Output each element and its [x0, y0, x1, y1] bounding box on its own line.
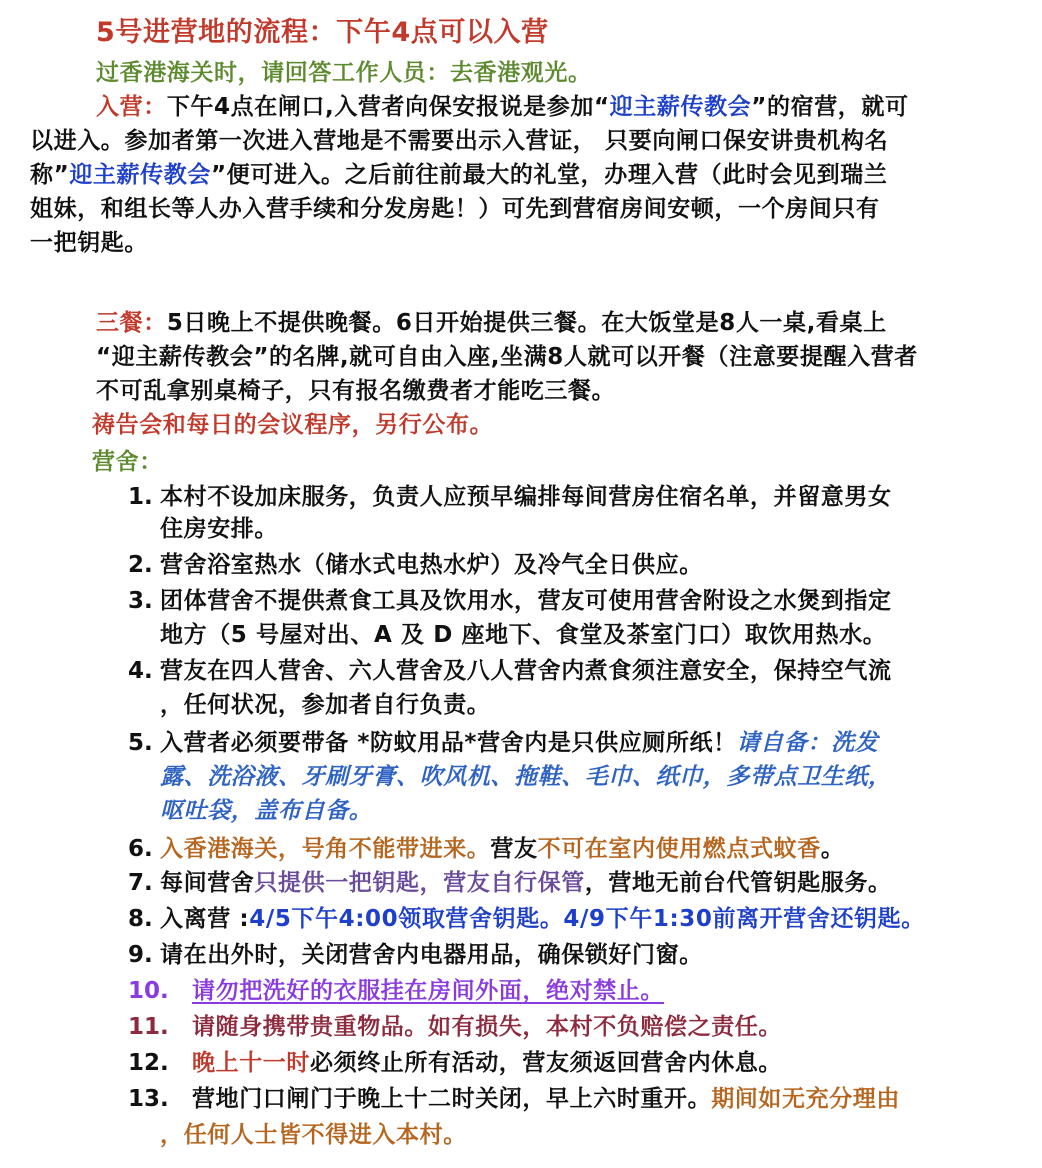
- item-13-line-1: 营地门口闸门于晚上十二时关闭，早上六时重开。期间如无充分理由: [192, 1086, 901, 1112]
- meals-label: 三餐：: [96, 310, 167, 336]
- item-number: 12.: [128, 1050, 169, 1076]
- item-number: 10.: [128, 978, 169, 1004]
- page-title: 5号进营地的流程：下午4点可以入营: [96, 17, 549, 48]
- item-12-line-1: 晚上十一时必须终止所有活动，营友须返回营舍内休息。: [192, 1050, 782, 1076]
- item-2-line-1: 营舍浴室热水（储水式电热水炉）及冷气全日供应。: [160, 552, 703, 578]
- org-name: 迎主薪传教会: [69, 162, 211, 188]
- item-8-line-1: 入离营 :4/5下午4:00领取营舍钥匙。4/9下午1:30前离开营舍还钥匙。: [160, 906, 925, 932]
- item-3-line-2: 地方（5 号屋对出、A 及 D 座地下、食堂及茶室门口）取饮用热水。: [160, 622, 887, 648]
- item-number: 13.: [128, 1086, 169, 1112]
- item-5-line-1: 入营者必须要带备 *防蚊用品*营舍内是只供应厕所纸！请自备：洗发: [160, 730, 879, 756]
- item-number: 9.: [128, 942, 153, 968]
- item-1-line-2: 住房安排。: [160, 516, 278, 542]
- entry-label: 入营：: [96, 94, 167, 120]
- item-7-line-1: 每间营舍只提供一把钥匙，营友自行保管，营地无前台代管钥匙服务。: [160, 870, 892, 896]
- item-6-line-1: 入香港海关，号角不能带进来。营友不可在室内使用燃点式蚊香。: [160, 836, 845, 862]
- meals-line-2: “迎主薪传教会”的名牌,就可自由入座,坐满8人就可以开餐（注意要提醒入营者: [96, 344, 918, 370]
- item-number: 2.: [128, 552, 153, 578]
- item-10-line-1: 请勿把洗好的衣服挂在房间外面，绝对禁止。: [192, 978, 664, 1004]
- item-13-line-2: ，任何人士皆不得进入本村。: [160, 1122, 467, 1148]
- entry-line-1: 入营：下午4点在闸口,入营者向保安报说是参加“迎主薪传教会”的宿营，就可: [96, 94, 909, 120]
- item-5-line-3: 呕吐袋，盖布自备。: [160, 798, 373, 824]
- entry-line-5: 一把钥匙。: [30, 230, 148, 256]
- item-number: 8.: [128, 906, 153, 932]
- item-9-line-1: 请在出外时，关闭营舍内电器用品，确保锁好门窗。: [160, 942, 703, 968]
- item-number: 1.: [128, 484, 153, 510]
- item-4-line-2: ，任何状况，参加者自行负责。: [160, 692, 491, 718]
- item-number: 3.: [128, 588, 153, 614]
- item-1-line-1: 本村不设加床服务，负责人应预早编排每间营房住宿名单，并留意男女: [160, 484, 892, 510]
- item-11-line-1: 请随身携带贵重物品。如有损失，本村不负赔偿之责任。: [192, 1014, 782, 1040]
- prayer-note: 祷告会和每日的会议程序，另行公布。: [92, 412, 494, 438]
- item-number: 6.: [128, 836, 153, 862]
- item-3-line-1: 团体营舍不提供煮食工具及饮用水，营友可使用营舍附设之水煲到指定: [160, 588, 892, 614]
- entry-line-3: 称”迎主薪传教会”便可进入。之后前往前最大的礼堂，办理入营（此时会见到瑞兰: [30, 162, 888, 188]
- meals-line-3: 不可乱拿别桌椅子，只有报名缴费者才能吃三餐。: [96, 378, 616, 404]
- item-number: 11.: [128, 1014, 169, 1040]
- entry-line-4: 姐妹，和组长等人办入营手续和分发房匙！）可先到营宿房间安顿，一个房间只有: [30, 196, 880, 222]
- customs-note: 过香港海关时，请回答工作人员：去香港观光。: [96, 60, 592, 86]
- item-number: 7.: [128, 870, 153, 896]
- item-4-line-1: 营友在四人营舍、六人营舍及八人营舍内煮食须注意安全，保持空气流: [160, 658, 892, 684]
- item-number: 4.: [128, 658, 153, 684]
- org-name: 迎主薪传教会: [609, 94, 752, 120]
- item-number: 5.: [128, 730, 153, 756]
- meals-line-1: 三餐：5日晚上不提供晚餐。6日开始提供三餐。在大饭堂是8人一桌,看桌上: [96, 310, 887, 336]
- dorm-label: 营舍：: [92, 449, 163, 475]
- entry-line-2: 以进入。参加者第一次进入营地是不需要出示入营证， 只要向闸口保安讲贵机构名: [30, 128, 889, 154]
- item-5-line-2: 露、洗浴液、牙刷牙膏、吹风机、拖鞋、毛巾、纸巾，多带点卫生纸，: [160, 764, 892, 790]
